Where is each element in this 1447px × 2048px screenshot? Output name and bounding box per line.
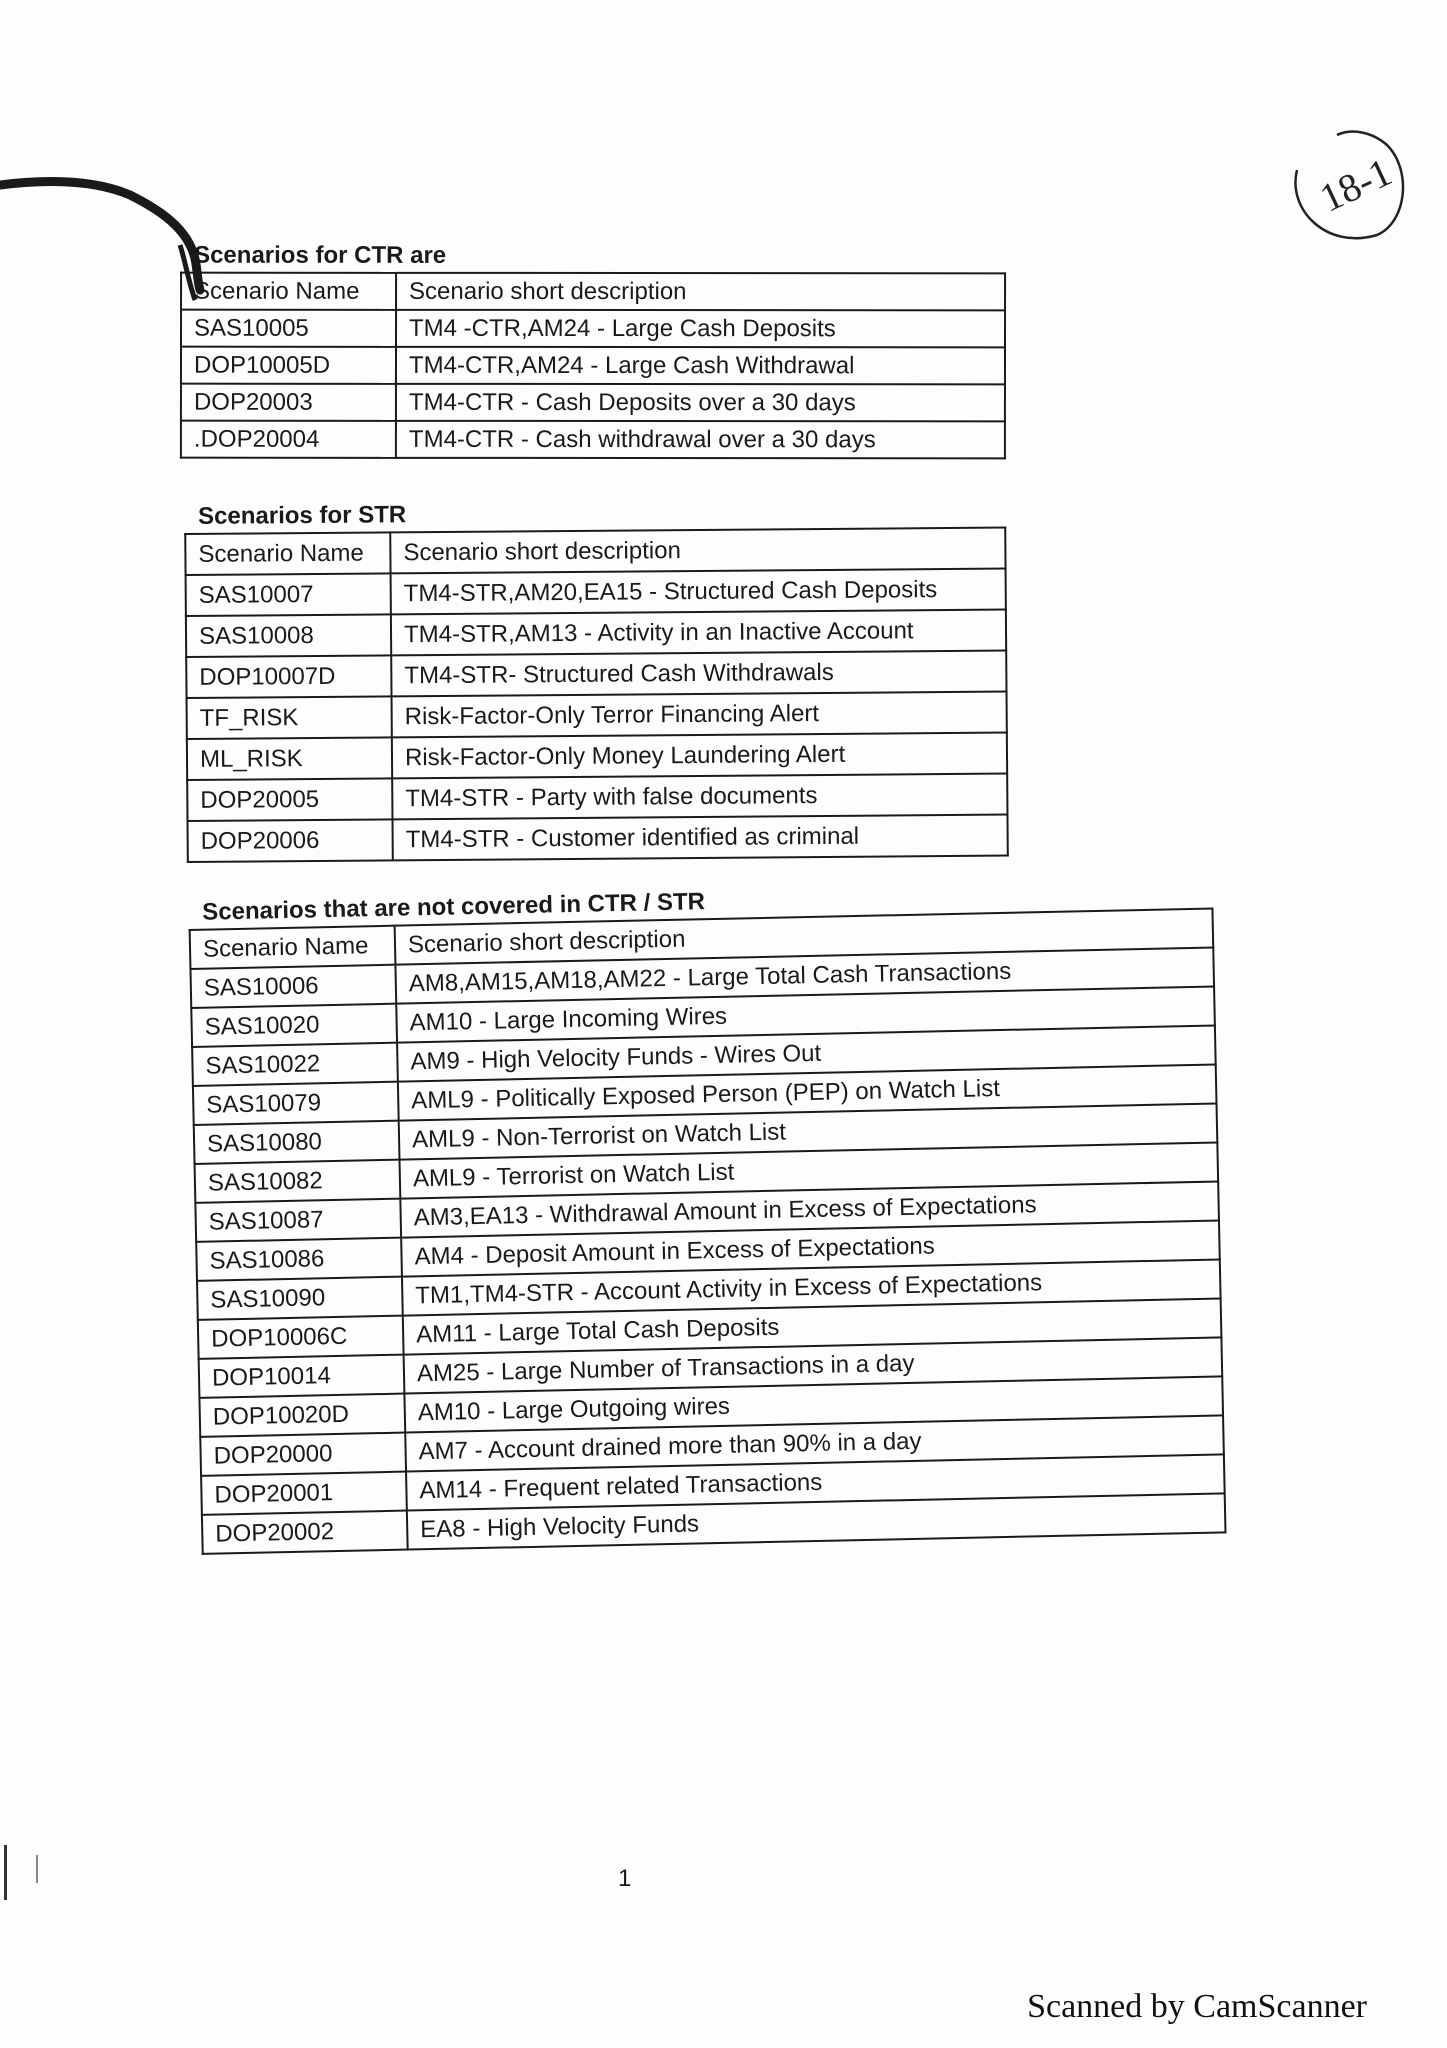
scenario-name-cell: SAS10082 <box>195 1160 401 1203</box>
scenario-name-cell: SAS10006 <box>190 965 396 1008</box>
scenario-description-cell: Risk-Factor-Only Money Laundering Alert <box>392 733 1007 779</box>
table-row <box>187 815 1007 862</box>
scenario-name-cell: DOP20002 <box>202 1511 408 1554</box>
uncovered-section-title: Scenarios that are not covered in CTR / STR <box>201 888 706 926</box>
scenario-description-cell: AM25 - Large Number of Transactions in a day <box>404 1337 1223 1393</box>
table-row <box>181 384 1005 422</box>
scenario-name-cell: DOP10006C <box>198 1316 404 1359</box>
scenario-name-cell: SAS10086 <box>196 1238 402 1281</box>
scenario-description-cell: TM4 -CTR,AM24 - Large Cash Deposits <box>396 310 1005 348</box>
uncovered-scenarios-section <box>188 878 1227 1555</box>
scenario-description-cell: AM10 - Large Outgoing wires <box>404 1376 1223 1432</box>
scenario-description-cell: AM11 - Large Total Cash Deposits <box>403 1298 1222 1354</box>
scenario-description-cell: AM4 - Deposit Amount in Excess of Expectations <box>401 1220 1220 1276</box>
scanner-watermark: Scanned by CamScanner <box>1027 1988 1367 2025</box>
str-scenarios-table <box>184 527 1009 863</box>
scenario-description-cell: AM3,EA13 - Withdrawal Amount in Excess of Expectations <box>400 1181 1219 1237</box>
table-row <box>181 347 1005 385</box>
column-header-scenario-description: Scenario short description <box>396 273 1005 311</box>
scenario-name-cell: DOP20003 <box>181 384 396 421</box>
scenario-description-cell: AML9 - Terrorist on Watch List <box>400 1142 1219 1198</box>
scenario-description-cell: AM8,AM15,AM18,AM22 - Large Total Cash Transactions <box>395 948 1214 1004</box>
scenario-description-cell: AM7 - Account drained more than 90% in a day <box>405 1415 1224 1471</box>
scenario-description-cell: AM14 - Frequent related Transactions <box>406 1454 1225 1510</box>
table-header-row <box>185 528 1005 575</box>
scenario-description-cell: TM4-STR,AM13 - Activity in an Inactive Account <box>391 610 1006 656</box>
scenario-description-cell: TM4-CTR - Cash Deposits over a 30 days <box>396 384 1005 422</box>
handwritten-page-mark <box>1267 110 1417 260</box>
scenario-description-cell: TM1,TM4-STR - Account Activity in Excess of Expectations <box>402 1259 1221 1315</box>
scenario-name-cell: DOP10020D <box>199 1394 405 1437</box>
page-number: 1 <box>618 1865 632 1892</box>
scenario-name-cell: DOP20006 <box>187 819 392 862</box>
scenario-description-cell: TM4-CTR,AM24 - Large Cash Withdrawal <box>396 347 1005 385</box>
scenario-name-cell: SAS10080 <box>194 1121 400 1164</box>
scenario-description-cell: AM10 - Large Incoming Wires <box>396 987 1215 1043</box>
scenario-name-cell: SAS10087 <box>195 1199 401 1242</box>
column-header-scenario-name: Scenario Name <box>185 532 390 575</box>
scenario-name-cell: DOP20005 <box>187 778 392 821</box>
scenario-description-cell: AM9 - High Velocity Funds - Wires Out <box>397 1026 1216 1082</box>
ctr-section-title: Scenarios for CTR are <box>194 241 447 269</box>
table-row <box>181 421 1005 459</box>
margin-mark <box>4 1845 7 1900</box>
scenario-description-cell: TM4-STR - Customer identified as criminal <box>392 815 1007 861</box>
column-header-scenario-description: Scenario short description <box>395 909 1214 965</box>
scenario-description-cell: Risk-Factor-Only Terror Financing Alert <box>392 692 1007 738</box>
str-section-title: Scenarios for STR <box>197 501 407 530</box>
svg-text:18-1: 18-1 <box>1312 148 1399 221</box>
column-header-scenario-name: Scenario Name <box>181 273 396 310</box>
table-row <box>187 774 1007 821</box>
scenario-description-cell: TM4-CTR - Cash withdrawal over a 30 days <box>396 421 1005 459</box>
margin-mark <box>36 1855 38 1883</box>
scenario-name-cell: DOP10014 <box>199 1355 405 1398</box>
scenario-name-cell: DOP20001 <box>201 1472 407 1515</box>
scenario-name-cell: SAS10007 <box>186 573 391 616</box>
scenario-description-cell: TM4-STR - Party with false documents <box>392 774 1007 820</box>
scenario-name-cell: DOP10005D <box>181 347 396 384</box>
table-header-row <box>181 273 1005 311</box>
column-header-scenario-name: Scenario Name <box>190 926 396 969</box>
scenario-description-cell: EA8 - High Velocity Funds <box>407 1493 1226 1549</box>
uncovered-scenarios-table <box>189 908 1227 1555</box>
scenario-name-cell: SAS10008 <box>186 614 391 657</box>
scenario-description-cell: TM4-STR- Structured Cash Withdrawals <box>391 651 1006 697</box>
scenario-name-cell: SAS10090 <box>197 1277 403 1320</box>
table-row <box>186 610 1006 657</box>
scenario-description-cell: AML9 - Non-Terrorist on Watch List <box>399 1104 1218 1160</box>
str-scenarios-section <box>184 497 1009 863</box>
scenario-name-cell: SAS10005 <box>181 310 396 347</box>
scenario-description-cell: AML9 - Politically Exposed Person (PEP) on Watch List <box>398 1065 1217 1121</box>
table-row <box>186 569 1006 616</box>
scenario-name-cell: DOP10007D <box>186 655 391 698</box>
table-row <box>187 733 1007 780</box>
scenario-name-cell: DOP20000 <box>200 1433 406 1476</box>
scenario-name-cell: TF_RISK <box>187 696 392 739</box>
scenario-name-cell: ML_RISK <box>187 737 392 780</box>
scenario-description-cell: TM4-STR,AM20,EA15 - Structured Cash Deposits <box>391 569 1006 615</box>
table-row <box>186 651 1006 698</box>
column-header-scenario-description: Scenario short description <box>390 528 1005 574</box>
ctr-scenarios-table <box>180 272 1006 460</box>
scenario-name-cell: SAS10079 <box>193 1082 399 1125</box>
scenario-name-cell: .DOP20004 <box>181 421 396 458</box>
ctr-scenarios-section <box>180 242 1006 460</box>
scenario-name-cell: SAS10022 <box>192 1043 398 1086</box>
table-row <box>187 692 1007 739</box>
table-row <box>181 310 1005 348</box>
scenario-name-cell: SAS10020 <box>191 1004 397 1047</box>
